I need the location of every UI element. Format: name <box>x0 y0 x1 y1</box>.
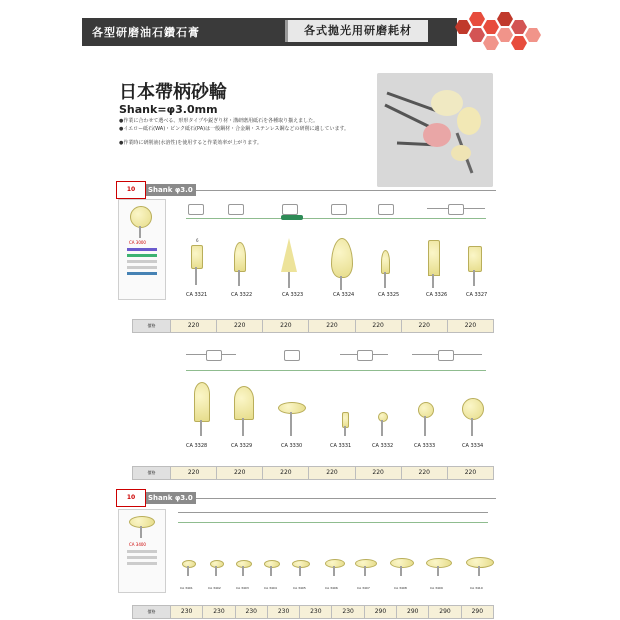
price-label: 價格 <box>133 606 170 618</box>
price-cell: 220 <box>401 320 447 332</box>
grit-badge <box>284 350 300 361</box>
price-cell: 220 <box>170 320 216 332</box>
product-code: CA 3402 <box>208 586 221 590</box>
shaft <box>195 267 197 285</box>
product-code: CA 3322 <box>231 292 253 298</box>
shaft <box>299 566 301 576</box>
price-cell: 220 <box>170 467 216 479</box>
price-cell: 220 <box>355 320 401 332</box>
price-cell: 290 <box>364 606 396 618</box>
bracket-line <box>178 512 488 513</box>
price-cell: 220 <box>447 320 493 332</box>
grit-badge <box>378 204 394 215</box>
hexagon-logo <box>455 6 545 51</box>
stone-illustration <box>418 402 434 418</box>
section-label: Shank φ3.0 <box>148 186 193 194</box>
grit-badge <box>228 204 244 215</box>
shaft <box>139 226 141 238</box>
price-cell: 290 <box>461 606 493 618</box>
stone-illustration <box>130 206 152 228</box>
stone-illustration <box>378 412 388 422</box>
product-code: CA 3410 <box>470 586 483 590</box>
shaft <box>238 270 240 286</box>
price-label: 價格 <box>133 467 170 479</box>
spec-bar <box>127 556 157 559</box>
price-cell: 220 <box>262 467 308 479</box>
grit-badge <box>331 204 347 215</box>
product-code: CA 3332 <box>372 443 394 449</box>
shaft <box>242 566 244 576</box>
grit-badge <box>357 350 373 361</box>
shaft <box>424 416 426 436</box>
hexagon-shape <box>511 20 527 34</box>
hexagon-shape <box>469 12 485 26</box>
stone-illustration <box>191 245 203 269</box>
product-code: CA 3406 <box>325 586 338 590</box>
product-code: CA 3405 <box>293 586 306 590</box>
product-code: CA 3329 <box>231 443 253 449</box>
hexagon-shape <box>511 36 527 50</box>
shaft <box>473 270 475 286</box>
product-code: CA 3409 <box>430 586 443 590</box>
section-number: 10 <box>116 489 146 507</box>
stone-illustration <box>331 238 353 278</box>
price-row <box>132 466 494 480</box>
product-code: CA 3334 <box>462 443 484 449</box>
shaft <box>242 418 244 436</box>
grit-line <box>186 218 486 219</box>
price-cell: 230 <box>299 606 331 618</box>
stone-illustration <box>426 558 452 568</box>
price-cell: 220 <box>401 467 447 479</box>
grit-badge <box>282 204 298 215</box>
price-cell: 290 <box>396 606 428 618</box>
stone-illustration <box>129 516 155 528</box>
stone-illustration <box>428 240 440 276</box>
shaft <box>384 272 386 288</box>
spec-bar <box>127 272 157 275</box>
price-cell: 230 <box>170 606 202 618</box>
product-code: CA 3327 <box>466 292 488 298</box>
bullet-text: ●作業時に研削液(水溶性)を使用すると作業効率が上がります。 <box>119 140 262 146</box>
product-code: CA 3324 <box>333 292 355 298</box>
shaft <box>270 566 272 576</box>
hexagon-shape <box>469 28 485 42</box>
header-left-title: 各型研磨油石鑽石膏 <box>92 26 200 39</box>
stone-illustration <box>325 559 345 568</box>
price-cell: 220 <box>262 320 308 332</box>
shaft <box>471 418 473 436</box>
stone-illustration <box>355 559 377 568</box>
stone-illustration <box>182 560 196 568</box>
grit-line <box>178 522 488 523</box>
product-photo <box>377 73 493 187</box>
stone-illustration <box>264 560 280 568</box>
stone-illustration <box>462 398 484 420</box>
shaft <box>432 274 434 288</box>
sample-code: CA 3000 <box>129 240 146 245</box>
section-tag <box>116 492 196 504</box>
price-row <box>132 319 494 333</box>
price-cell: 220 <box>308 467 354 479</box>
bullet-text: ●イエロー砥石(WA)・ピンク砥石(PA)は一般鋼材・合金鋼・ステンレス鋼などの研削に適しています。 <box>119 126 350 132</box>
price-cell: 230 <box>331 606 363 618</box>
shaft <box>200 420 202 436</box>
product-code: CA 3401 <box>180 586 193 590</box>
spec-bar <box>127 550 157 553</box>
price-cell: 220 <box>447 467 493 479</box>
grit-badge <box>438 350 454 361</box>
section-number: 10 <box>116 181 146 199</box>
shaft <box>290 412 292 436</box>
product-code: CA 3326 <box>426 292 448 298</box>
section-tag <box>116 184 196 196</box>
stone-illustration <box>234 386 254 420</box>
shaft <box>400 566 402 576</box>
product-code: CA 3330 <box>281 443 303 449</box>
page-title: 日本帶柄砂輪 <box>119 82 227 103</box>
sample-card <box>118 509 166 593</box>
spec-bar <box>127 562 157 565</box>
product-code: CA 3321 <box>186 292 208 298</box>
grit-label <box>281 215 303 220</box>
stone-illustration <box>466 557 494 568</box>
stone-illustration <box>390 558 414 568</box>
shaft <box>187 566 189 576</box>
spec-bar <box>127 248 157 251</box>
stone-illustration <box>381 250 390 274</box>
header-right-title: 各式拋光用研磨耗材 <box>285 20 428 42</box>
shaft <box>333 566 335 576</box>
hexagon-shape <box>525 28 541 42</box>
spec-bar <box>127 266 157 269</box>
spec-bar <box>127 260 157 263</box>
product-code: CA 3404 <box>264 586 277 590</box>
stone-illustration <box>234 242 246 272</box>
product-code: CA 3407 <box>357 586 370 590</box>
section-label: Shank φ3.0 <box>148 494 193 502</box>
shaft <box>478 566 480 576</box>
price-cell: 220 <box>216 320 262 332</box>
dimension-label: 6 <box>196 238 199 243</box>
shaft <box>215 566 217 576</box>
sample-code: CA 3400 <box>129 542 146 547</box>
price-cell: 230 <box>235 606 267 618</box>
product-code: CA 3408 <box>394 586 407 590</box>
shaft <box>381 420 383 436</box>
product-code: CA 3325 <box>378 292 400 298</box>
spec-bar <box>127 254 157 257</box>
section-divider <box>196 190 496 191</box>
hexagon-shape <box>483 36 499 50</box>
stone-illustration <box>278 402 306 414</box>
stone-illustration <box>292 560 310 568</box>
hexagon-shape <box>455 20 471 34</box>
hexagon-shape <box>497 12 513 26</box>
shaft <box>344 426 346 436</box>
product-code: CA 3323 <box>282 292 304 298</box>
hexagon-shape <box>483 20 499 34</box>
stone-illustration <box>236 560 252 568</box>
shaft <box>288 272 290 288</box>
stone-illustration <box>281 238 297 272</box>
price-cell: 220 <box>355 467 401 479</box>
product-code: CA 3331 <box>330 443 352 449</box>
price-row <box>132 605 494 619</box>
price-cell: 220 <box>308 320 354 332</box>
section-divider <box>196 498 496 499</box>
product-code: CA 3333 <box>414 443 436 449</box>
shaft <box>340 276 342 290</box>
product-code: CA 3328 <box>186 443 208 449</box>
price-label: 價格 <box>133 320 170 332</box>
price-cell: 230 <box>202 606 234 618</box>
price-cell: 230 <box>267 606 299 618</box>
price-cell: 220 <box>216 467 262 479</box>
shaft <box>437 566 439 576</box>
stone-illustration <box>468 246 482 272</box>
grit-badge <box>448 204 464 215</box>
stone-illustration <box>194 382 210 422</box>
sample-card <box>118 199 166 300</box>
shaft <box>364 566 366 576</box>
grit-badge <box>206 350 222 361</box>
product-code: CA 3403 <box>236 586 249 590</box>
shaft <box>140 526 142 538</box>
stone-illustration <box>210 560 224 568</box>
grit-badge <box>188 204 204 215</box>
hexagon-shape <box>497 28 513 42</box>
shank-spec: Shank=φ3.0mm <box>119 103 218 116</box>
bullet-text: ●作業に合わせて選べる、形形タイプや鋭ぎり材・溝研磨用砥石を各種取り揃えました。 <box>119 118 319 124</box>
price-cell: 290 <box>428 606 460 618</box>
grit-line <box>186 370 486 371</box>
